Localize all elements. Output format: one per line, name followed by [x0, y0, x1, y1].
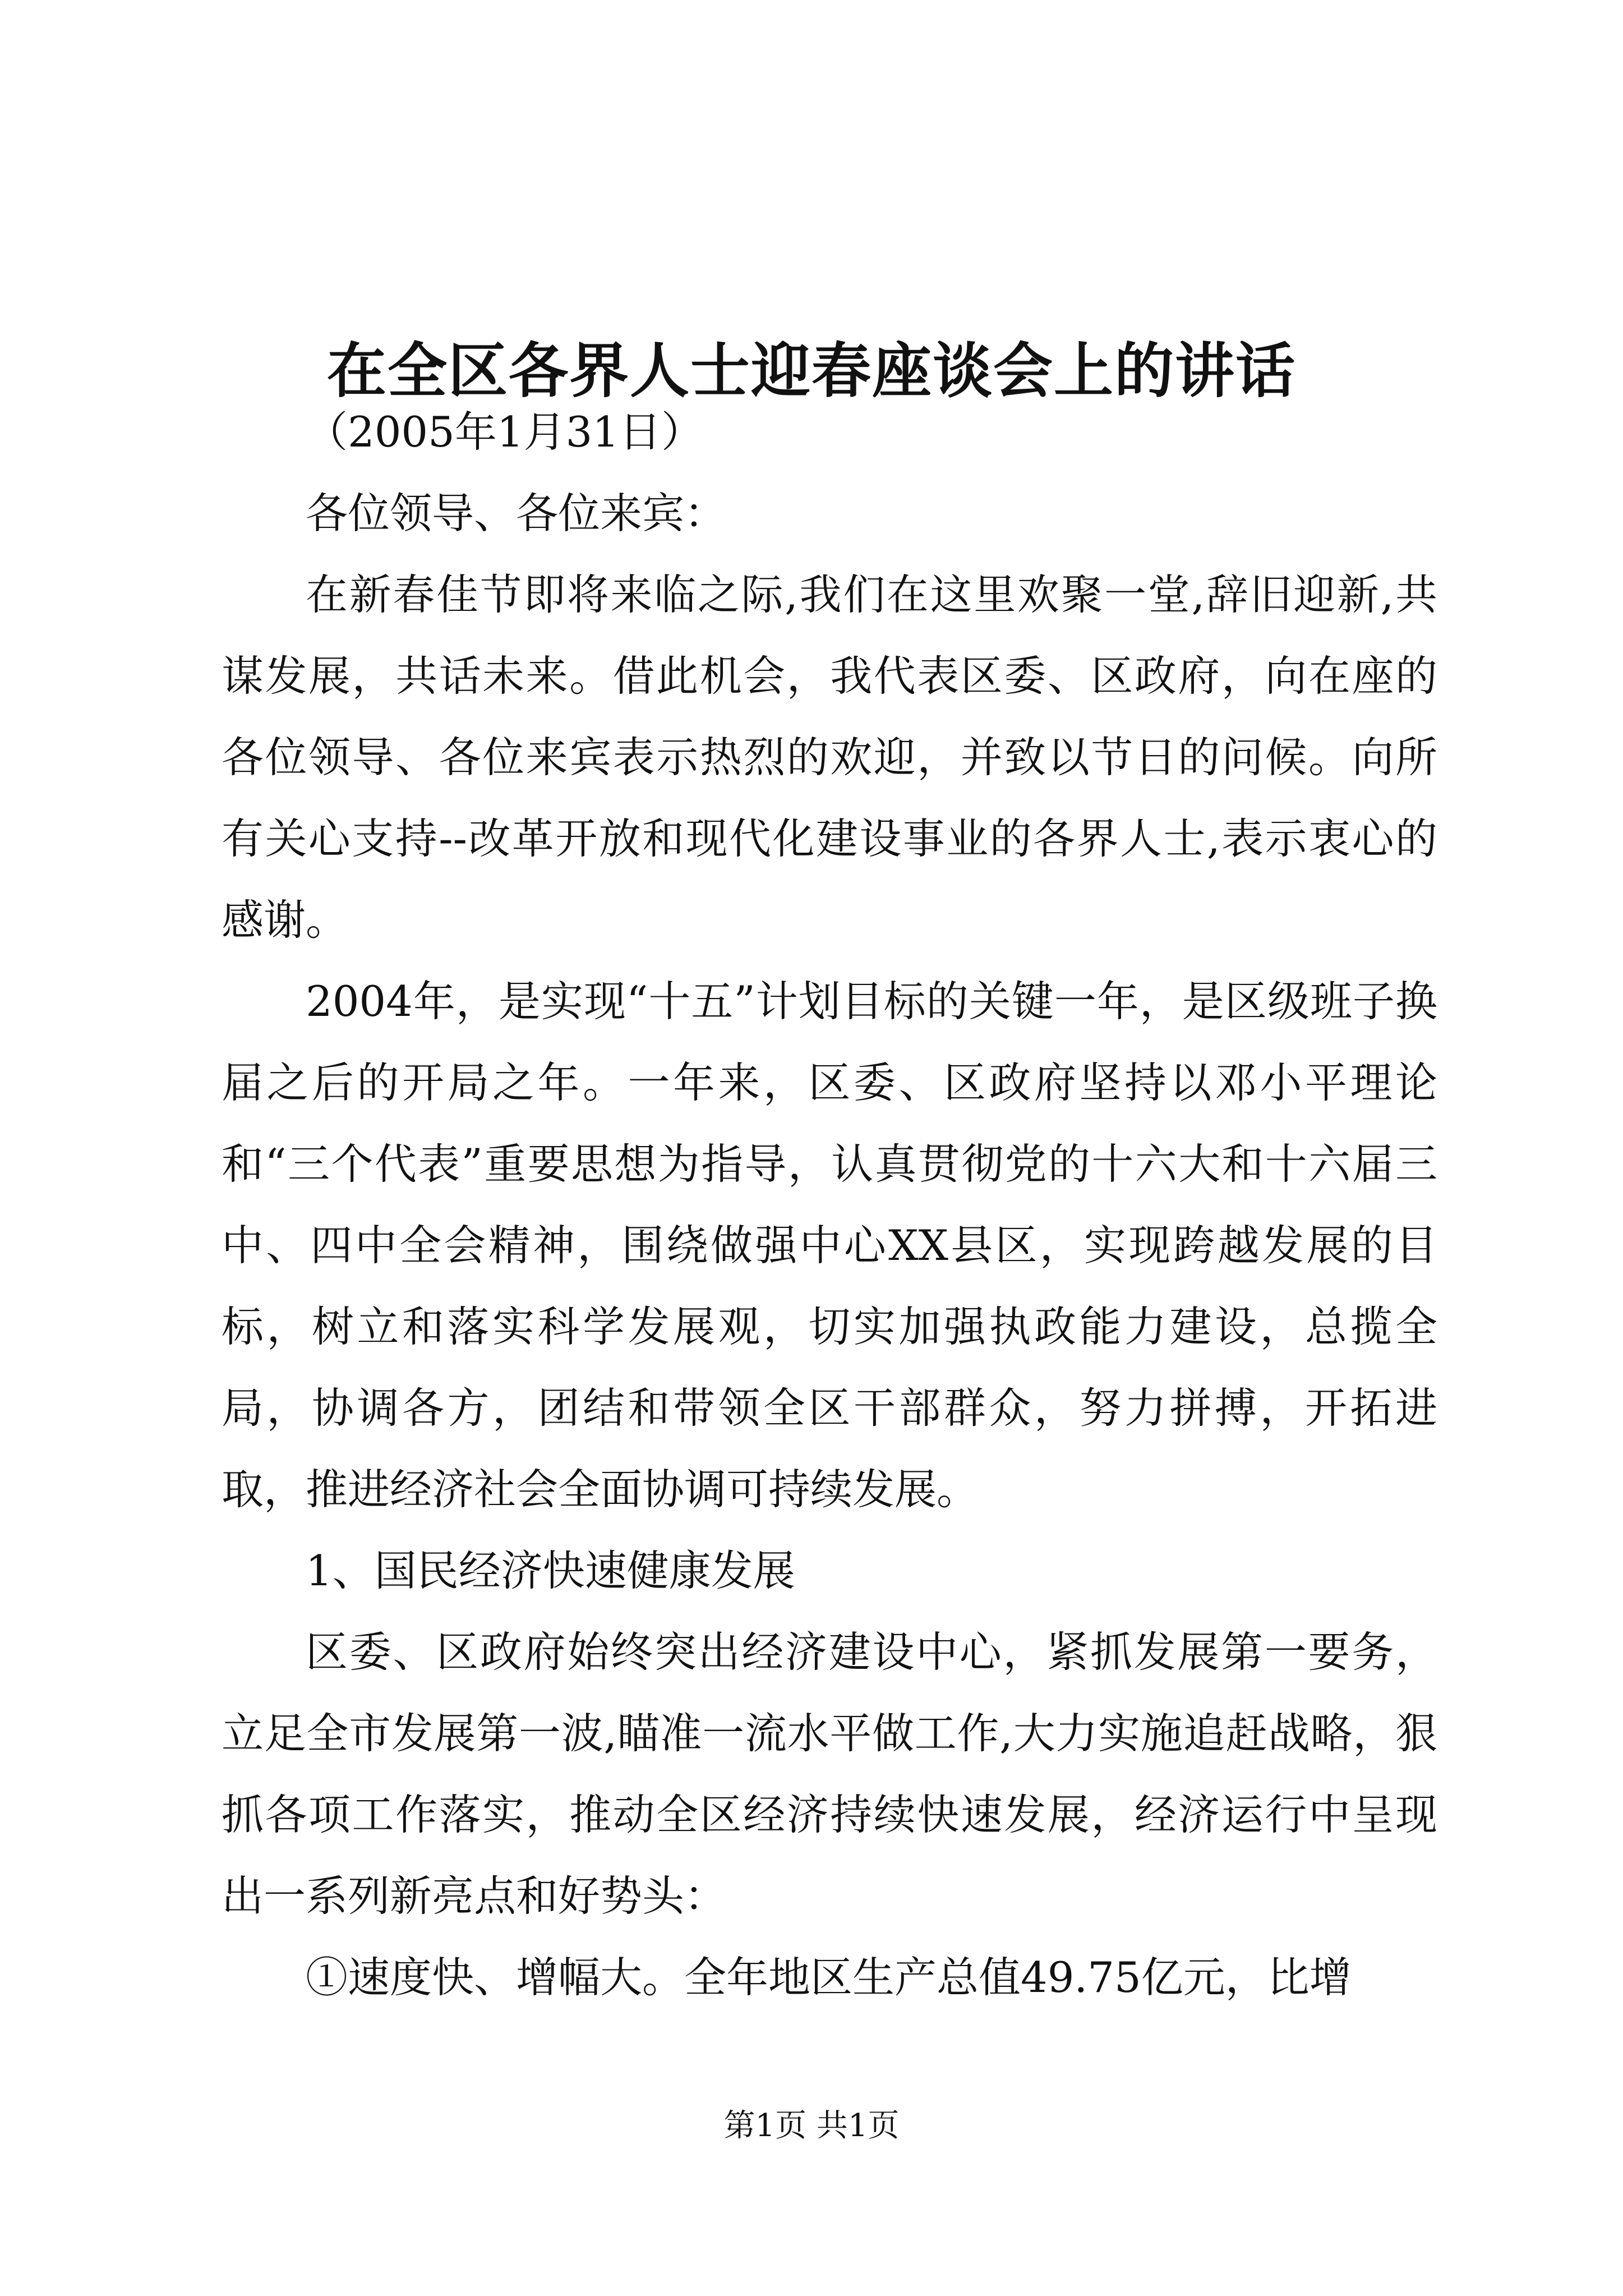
paragraph-growth: ①速度快、增幅大。全年地区生产总值49.75亿元，比增 [306, 1953, 1352, 2002]
document-title: 在全区各界人士迎春座谈会上的讲话 [327, 335, 1296, 406]
page-footer: 第1页 共1页 [723, 2108, 900, 2144]
section-heading-economy: 1、国民经济快速健康发展 [306, 1546, 795, 1595]
date-line: （2005年1月31日） [306, 407, 704, 457]
paragraph-opening: 在新春佳节即将来临之际,我们在这里欢聚一堂,辞旧迎新,共谋发展，共话未来。借此机会，我代表区委、区政府，向在座的各位领导、各位来宾表示热烈的欢迎，并致以节日的问候。向所有关心支持--改革开放和现代化建设事业的各界人士,表示衷心的感谢。 [222, 570, 1437, 945]
salutation: 各位领导、各位来宾： [306, 489, 727, 538]
paragraph-review-2004: 2004年，是实现“十五”计划目标的关键一年，是区级班子换届之后的开局之年。一年来，区委、区政府坚持以邓小平理论和“三个代表”重要思想为指导，认真贯彻党的十六大和十六届三中、四中全会精神，围绕做强中心XX县区，实现跨越发展的目标，树立和落实科学发展观，切实加强执政能力建设，总揽全局，协调各方，团结和带领全区干部群众，努力拼搏，开拓进取，推进经济社会全面协调可持续发展。 [222, 977, 1437, 1514]
document-body [222, 392, 1437, 2018]
paragraph-economy: 区委、区政府始终突出经济建设中心，紧抓发展第一要务，立足全市发展第一波,瞄准一流水平做工作,大力实施追赶战略，狠抓各项工作落实，推动全区经济持续快速发展，经济运行中呈现出一系列新亮点和好势头： [222, 1627, 1437, 1921]
